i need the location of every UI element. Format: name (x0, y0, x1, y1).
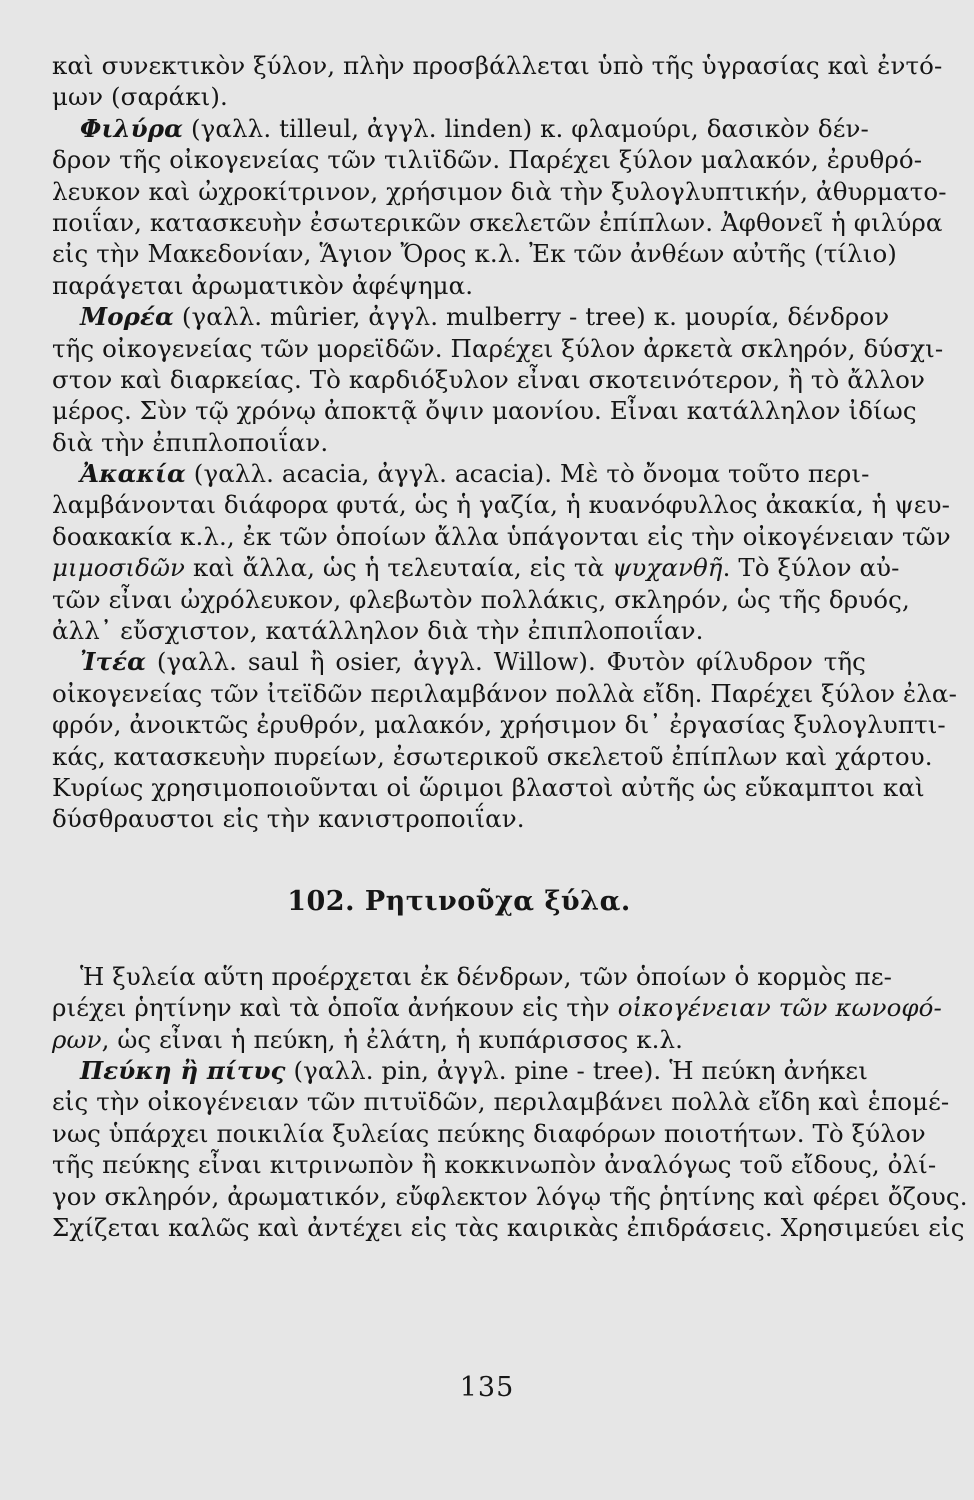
line-text: , ὡς εἶναι ἡ πεύκη, ἡ ἐλάτη, ἡ κυπάρισσος κ.λ. (101, 1024, 684, 1054)
line-text: καὶ συνεκτικὸν ξύλον, πλὴν προσβάλλεται ὑπὸ τῆς ὑγρασίας καὶ ἐντό- (52, 51, 943, 80)
text-line (52, 395, 917, 426)
text-line (52, 709, 946, 740)
text-line (52, 270, 866, 301)
text-line (52, 1086, 950, 1117)
line-text: φρόν, ἀνοικτῶς ἐρυθρόν, μαλακόν, χρήσιμον δι᾿ ἐργασίας ξυλογλυπτι- (52, 710, 946, 740)
text-line (52, 646, 866, 677)
text-line (52, 144, 923, 175)
line-text: ποιΐαν, κατασκευὴν ἐσωτερικῶν σκελετῶν ἐπίπλων. Ἀφθονεῖ ἡ φιλύρα (52, 207, 943, 237)
text-line (52, 992, 942, 1023)
line-text: λαμβάνονται διάφορα φυτά, ὡς ἡ γαζία, ἡ κυανόφυλλος ἀκακία, ἡ ψευ- (52, 490, 950, 520)
entry-term: Φιλύρα (80, 113, 184, 143)
line-text: . Τὸ ξύλον αὐ- (722, 553, 900, 583)
line-text: οἰκογενείας τῶν ἰτεϊδῶν περιλαμβάνον πολλὰ εἴδη. Παρέχει ξύλον ἐλα- (52, 678, 957, 708)
line-text: λευκον καὶ ὠχροκίτρινον, χρήσιμον διὰ τὴν ξυλογλυπτικήν, ἀθυρματο- (52, 176, 947, 206)
line-text: τῆς οἰκογενείας τῶν μορεϊδῶν. Παρέχει ξύλον ἀρκετὰ σκληρόν, δύσχι- (52, 333, 944, 363)
text-line (52, 1118, 926, 1149)
line-text: παράγεται ἀρωματικὸν ἀφέψημα. (52, 270, 474, 300)
text-line (52, 803, 866, 834)
line-text: νως ὑπάρχει ποικιλία ξυλείας πεύκης διαφόρων ποιοτήτων. Τὸ ξύλον (52, 1118, 926, 1148)
line-text: κάς, κατασκευὴν πυρείων, ἐσωτερικοῦ σκελετοῦ ἐπίπλων καὶ χάρτου. (52, 741, 933, 771)
text-line (52, 364, 925, 395)
text-line (52, 427, 866, 458)
italic-text: οἰκογένειαν τῶν κωνοφό- (617, 993, 942, 1023)
text-line (52, 1024, 866, 1055)
page-number: 135 (459, 1372, 515, 1403)
text-block-woods (52, 50, 957, 835)
italic-text: μιμοσιδῶν (52, 553, 186, 583)
text-line (52, 81, 866, 112)
line-text: τῶν εἶναι ὠχρόλευκον, φλεβωτὸν πολλάκις, σκληρόν, ὡς τῆς δρυός, (52, 584, 910, 614)
line-text: (γαλλ. mûrier, ἀγγλ. mulberry - tree) κ. μουρία, δένδρον (174, 302, 890, 332)
line-text: Κυρίως χρησιμοποιοῦνται οἱ ὥριμοι βλαστοὶ αὐτῆς ὡς εὔκαμπτοι καὶ (52, 772, 925, 802)
text-line (52, 584, 910, 615)
entry-term: Ἀκακία (80, 459, 186, 489)
text-line (52, 741, 933, 772)
text-line (52, 678, 957, 709)
line-text: Σχίζεται καλῶς καὶ ἀντέχει εἰς τὰς καιρικὰς ἐπιδράσεις. Χρησιμεύει εἰς (52, 1212, 965, 1242)
line-text: τῆς πεύκης εἶναι κιτρινωπὸν ἢ κοκκινωπὸν ἀναλόγως τοῦ εἴδους, ὀλί- (52, 1150, 937, 1180)
text-line (52, 333, 944, 364)
text-line (52, 1181, 968, 1212)
line-text: εἰς τὴν οἰκογένειαν τῶν πιτυϊδῶν, περιλαμβάνει πολλὰ εἴδη καὶ ἑπομέ- (52, 1087, 950, 1117)
line-text: ριέχει ῥητίνην καὶ τὰ ὁποῖα ἀνήκουν εἰς τὴν (52, 993, 618, 1023)
text-block-resinous-woods (52, 961, 968, 1244)
line-text: μων (σαράκι). (52, 82, 228, 112)
section-heading: 102. Ρητινοῦχα ξύλα. (287, 885, 631, 917)
line-text: διὰ τὴν ἐπιπλοποιΐαν. (52, 427, 329, 457)
text-line (52, 176, 947, 207)
text-line (52, 1055, 866, 1086)
text-line (52, 238, 897, 269)
line-text: μέρος. Σὺν τῷ χρόνῳ ἀποκτᾷ ὄψιν μαονίου. Εἶναι κατάλληλον ἰδίως (52, 396, 917, 426)
text-line (52, 521, 951, 552)
text-line (52, 50, 943, 81)
italic-text: ψυχανθῆ (612, 553, 723, 583)
entry-term: Ἰτέα (80, 647, 147, 677)
text-line (52, 207, 943, 238)
line-text: ἀλλ᾿ εὔσχιστον, κατάλληλον διὰ τὴν ἐπιπλοποιΐαν. (52, 616, 704, 646)
line-text: καὶ ἄλλα, ὡς ἡ τελευταία, εἰς τὰ (185, 553, 613, 583)
line-text: (γαλλ. pin, ἀγγλ. pine - tree). Ἡ πεύκη ἀνήκει (285, 1055, 868, 1085)
line-text: δοακακία κ.λ., ἐκ τῶν ὁποίων ἄλλα ὑπάγονται εἰς τὴν οἰκογένειαν τῶν (52, 521, 951, 551)
text-line (52, 615, 866, 646)
line-text: δρον τῆς οἰκογενείας τῶν τιλιϊδῶν. Παρέχει ξύλον μαλακόν, ἐρυθρό- (52, 145, 923, 175)
line-text: Ἡ ξυλεία αὕτη προέρχεται ἐκ δένδρων, τῶν ὁποίων ὁ κορμὸς πε- (80, 961, 893, 991)
entry-term: Πεύκη ἢ πίτυς (80, 1055, 286, 1085)
text-line (52, 489, 950, 520)
text-column (52, 50, 968, 1243)
line-text: δύσθραυστοι εἰς τὴν κανιστροποιΐαν. (52, 804, 525, 834)
text-line (52, 113, 869, 144)
text-line (52, 458, 870, 489)
text-line (52, 772, 925, 803)
line-text: (γαλλ. saul ἢ osier, ἀγγλ. Willow). Φυτὸν φίλυδρον τῆς (146, 647, 866, 677)
text-line (52, 552, 900, 583)
text-line (52, 1212, 965, 1243)
line-text: γον σκληρόν, ἀρωματικόν, εὔφλεκτον λόγῳ τῆς ῥητίνης καὶ φέρει ὄζους. (52, 1181, 968, 1211)
text-line (52, 1149, 937, 1180)
text-line (52, 961, 893, 992)
line-text: στον καὶ διαρκείας. Τὸ καρδιόξυλον εἶναι σκοτεινότερον, ἢ τὸ ἄλλον (52, 364, 925, 394)
text-line (52, 301, 890, 332)
entry-term: Μορέα (80, 302, 175, 332)
italic-text: ρων (52, 1024, 102, 1054)
line-text: (γαλλ. tilleul, ἀγγλ. linden) κ. φλαμούρι, δασικὸν δέν- (183, 113, 869, 143)
line-text: εἰς τὴν Μακεδονίαν, Ἅγιον Ὄρος κ.λ. Ἐκ τῶν ἀνθέων αὐτῆς (τίλιο) (52, 239, 897, 269)
line-text: (γαλλ. acacia, ἀγγλ. acacia). Μὲ τὸ ὄνομα τοῦτο περι- (185, 459, 870, 489)
